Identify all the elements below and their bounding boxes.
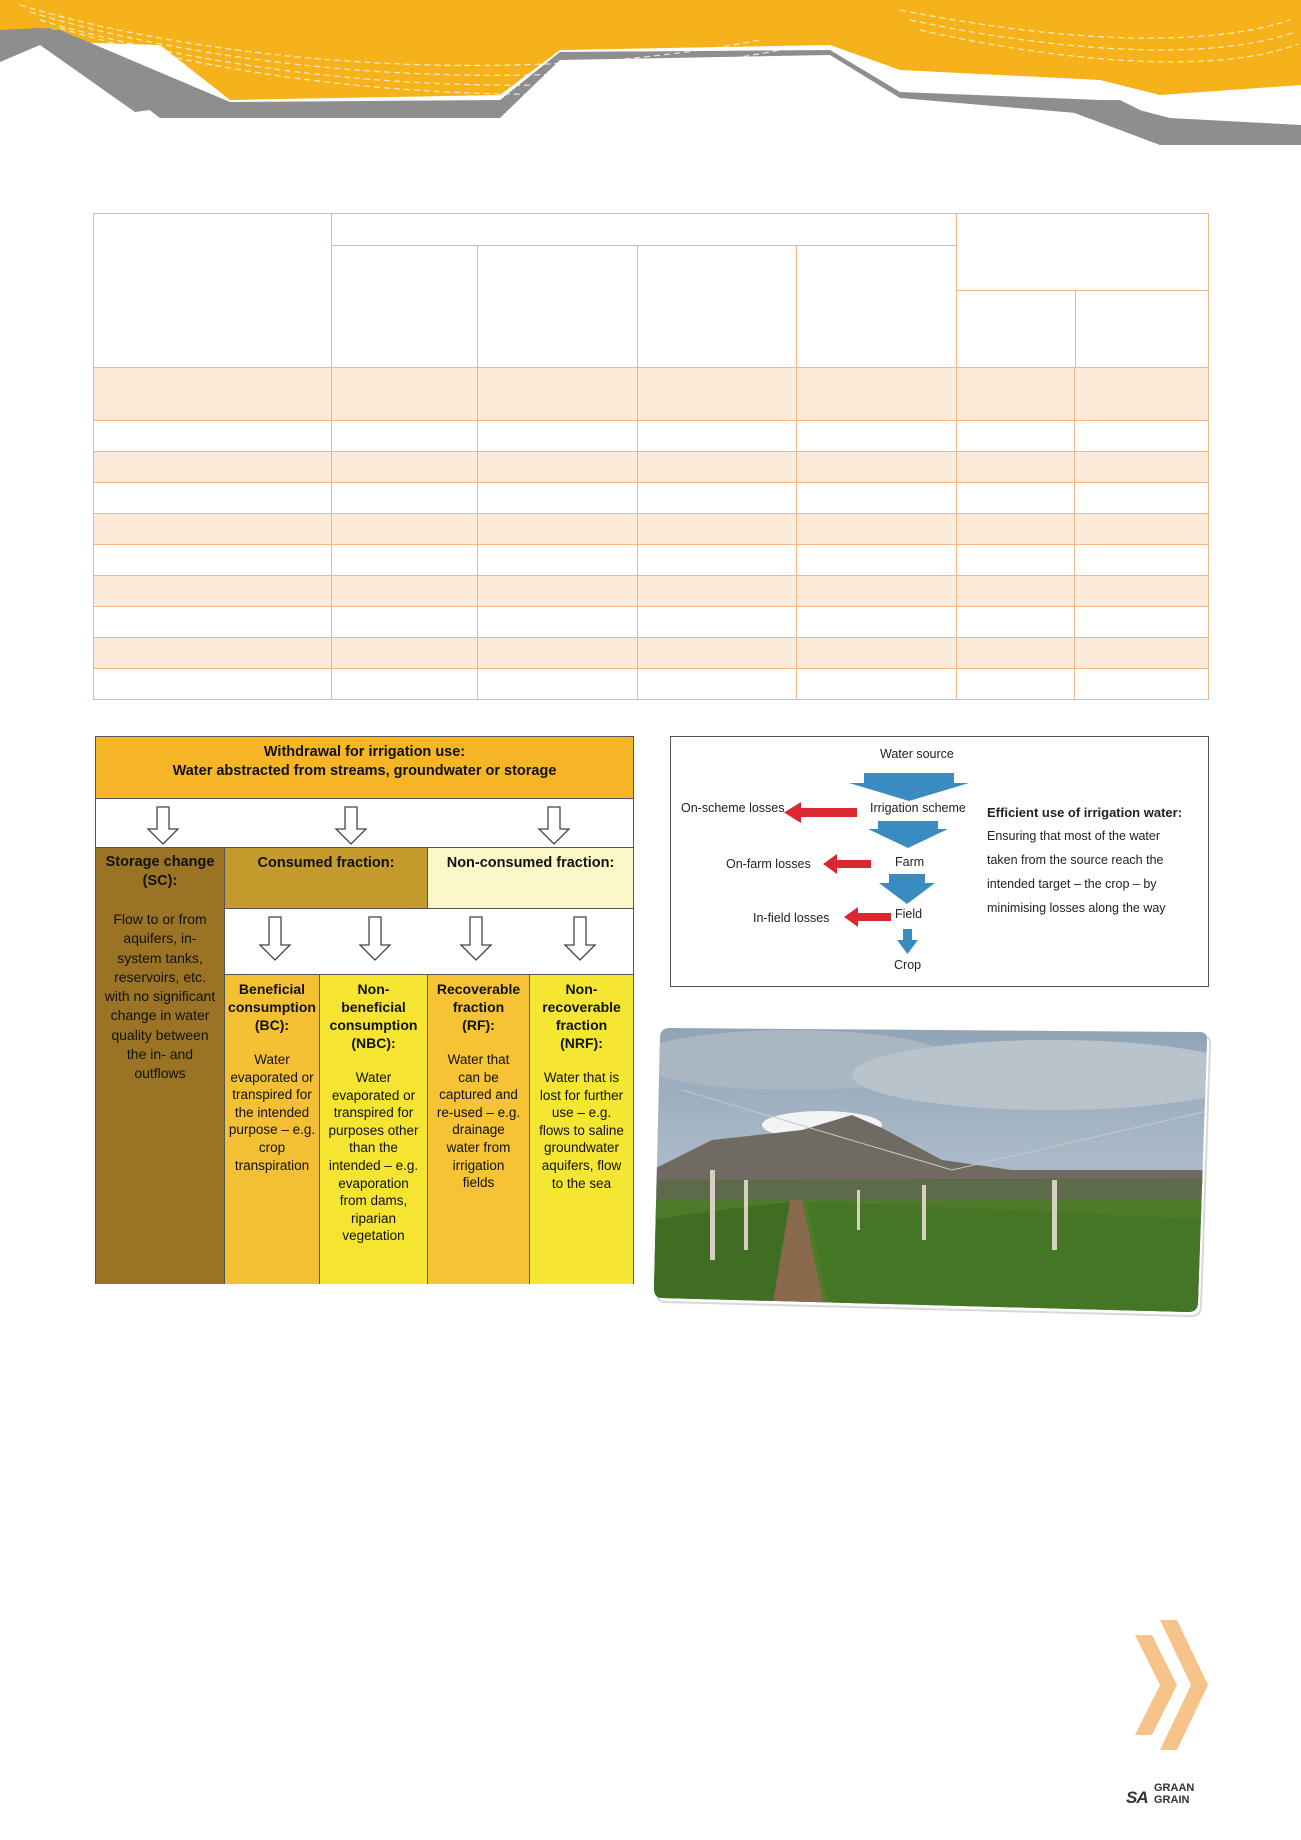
table-header-row xyxy=(94,214,1209,246)
efficiency-text-line-1: Ensuring that most of the water xyxy=(987,829,1161,843)
table-row xyxy=(94,638,1209,669)
table-header-cell xyxy=(478,245,638,368)
table-header-cell xyxy=(94,214,332,368)
table-row xyxy=(94,452,1209,483)
table-row xyxy=(94,483,1209,514)
non-consumed-fraction-box xyxy=(428,848,633,909)
table-header-cell xyxy=(638,245,797,368)
non-beneficial-consumption-box xyxy=(320,975,428,1284)
down-arrow-icon xyxy=(461,917,491,960)
red-arrow-icon xyxy=(823,854,871,874)
chevron-right-icon xyxy=(1130,1620,1210,1750)
on-scheme-losses-label: On-scheme losses xyxy=(681,801,785,815)
irrigation-efficiency-diagram xyxy=(670,736,1209,987)
table-row xyxy=(94,545,1209,576)
in-field-losses-label: In-field losses xyxy=(753,911,830,925)
blue-arrow-icon xyxy=(897,929,918,954)
table-row xyxy=(94,514,1209,545)
efficiency-heading: Efficient use of irrigation water: xyxy=(987,805,1183,820)
storage-change-box xyxy=(96,848,225,1284)
vineyard-photo xyxy=(652,1020,1212,1320)
non-recoverable-fraction-title: Non-recoverable fraction (NRF): xyxy=(542,981,621,1051)
logo-grain-text: GRAIN xyxy=(1154,1794,1190,1806)
recoverable-fraction-title: Recoverable fraction (RF): xyxy=(436,981,521,1033)
water-accounting-diagram xyxy=(95,736,634,1284)
table-header-cell xyxy=(797,245,957,368)
header-banner xyxy=(0,0,1301,150)
withdrawal-box xyxy=(96,737,633,799)
efficiency-text-line-4: minimising losses along the way xyxy=(987,901,1166,915)
down-arrow-icon xyxy=(360,917,390,960)
logo-sa-text: SA xyxy=(1126,1788,1148,1807)
blue-arrow-icon xyxy=(849,773,969,801)
consumed-fraction-box xyxy=(225,848,428,909)
beneficial-consumption-desc: Water evaporated or transpired for the intended purpose – e.g. crop transpiration xyxy=(228,1052,316,1173)
beneficial-consumption-title: Beneficial consumption (BC): xyxy=(228,981,316,1033)
table-row xyxy=(94,669,1209,700)
efficiency-text-line-2: taken from the source reach the xyxy=(987,853,1164,867)
red-arrow-icon xyxy=(844,907,891,927)
farm-label: Farm xyxy=(895,855,925,869)
table-header-cell xyxy=(332,245,478,368)
down-arrow-icon xyxy=(148,807,178,844)
down-arrow-icon xyxy=(260,917,290,960)
down-arrows-row-2 xyxy=(225,909,633,975)
field-label: Field xyxy=(895,907,923,921)
irrigation-scheme-label: Irrigation scheme xyxy=(870,801,966,815)
beneficial-consumption-box xyxy=(225,975,320,1284)
table-row xyxy=(94,368,1209,421)
on-farm-losses-label: On-farm losses xyxy=(726,857,811,871)
storage-change-title: Storage change (SC): xyxy=(105,854,215,889)
non-beneficial-consumption-desc: Water evaporated or transpired for purposes other than the intended – e.g. evaporation from dams, riparian vegetation xyxy=(328,1070,419,1244)
non-recoverable-fraction-box xyxy=(530,975,633,1284)
down-arrows-row-1 xyxy=(96,799,633,848)
down-arrow-icon xyxy=(539,807,569,844)
table-header-cell xyxy=(957,214,1209,246)
withdrawal-title: Withdrawal for irrigation use: xyxy=(263,744,466,760)
efficiency-text-line-3: intended target – the crop – by xyxy=(987,877,1157,891)
blue-arrow-icon xyxy=(879,874,935,904)
recoverable-fraction-box xyxy=(428,975,530,1284)
table-row xyxy=(94,576,1209,607)
logo-graan-text: GRAAN xyxy=(1154,1782,1195,1794)
recoverable-fraction-desc: Water that can be captured and re-used – e.g. drainage water from irrigation fields xyxy=(436,1052,521,1191)
non-recoverable-fraction-desc: Water that is lost for further use – e.g. flows to saline groundwater aquifers, flow to the sea xyxy=(539,1070,624,1191)
water-source-label: Water source xyxy=(880,747,954,761)
non-consumed-fraction-title: Non-consumed fraction: xyxy=(446,855,615,871)
red-arrow-icon xyxy=(784,802,857,823)
withdrawal-subtitle: Water abstracted from streams, groundwater or storage xyxy=(172,763,557,779)
sa-grain-logo xyxy=(1126,1778,1216,1810)
table-row xyxy=(94,607,1209,638)
data-table xyxy=(93,213,1209,700)
table-header-cell xyxy=(332,214,957,246)
down-arrow-icon xyxy=(565,917,595,960)
down-arrow-icon xyxy=(336,807,366,844)
non-beneficial-consumption-title: Non-beneficial consumption (NBC): xyxy=(329,981,418,1051)
storage-change-desc: Flow to or from aquifers, in-system tanks, reservoirs, etc. with no significant change in water quality between the in- and outflows xyxy=(104,911,216,1082)
table-row xyxy=(94,421,1209,452)
consumed-fraction-title: Consumed fraction: xyxy=(257,855,395,871)
crop-label: Crop xyxy=(894,958,922,972)
blue-arrow-icon xyxy=(868,821,948,848)
table-header-cell xyxy=(957,245,1209,368)
